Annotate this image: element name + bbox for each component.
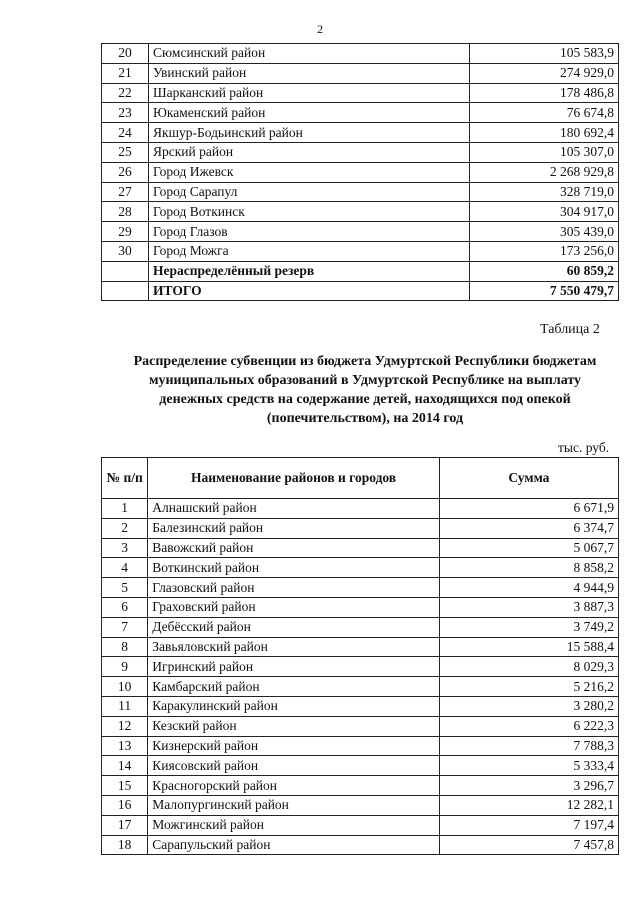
table-row bbox=[102, 716, 619, 736]
row-number: 7 bbox=[102, 617, 148, 637]
row-name: Глазовский район bbox=[148, 578, 440, 598]
row-sum: 3 280,2 bbox=[439, 696, 618, 716]
row-sum: 15 588,4 bbox=[439, 637, 618, 657]
row-sum: 5 216,2 bbox=[439, 677, 618, 697]
table-title bbox=[100, 352, 630, 428]
row-number: 18 bbox=[102, 835, 148, 855]
row-sum: 180 692,4 bbox=[470, 123, 619, 143]
table-row bbox=[102, 597, 619, 617]
row-number: 9 bbox=[102, 657, 148, 677]
row-number: 25 bbox=[102, 142, 149, 162]
row-name: Сарапульский район bbox=[148, 835, 440, 855]
table-row bbox=[102, 182, 619, 202]
row-number: 11 bbox=[102, 696, 148, 716]
table-row bbox=[102, 578, 619, 598]
row-name: Игринский район bbox=[148, 657, 440, 677]
row-sum: 3 296,7 bbox=[439, 776, 618, 796]
row-name: Якшур-Бодьинский район bbox=[149, 123, 470, 143]
row-number: 1 bbox=[102, 499, 148, 519]
row-number: 5 bbox=[102, 578, 148, 598]
row-sum: 328 719,0 bbox=[470, 182, 619, 202]
page-number: 2 bbox=[317, 22, 323, 36]
table-row bbox=[102, 44, 619, 64]
row-sum: 6 671,9 bbox=[439, 499, 618, 519]
row-number: 22 bbox=[102, 83, 149, 103]
title-line: Распределение субвенции из бюджета Удмуртской Республики бюджетам bbox=[133, 354, 597, 369]
header-sum: Сумма bbox=[439, 458, 618, 499]
row-name: Завьяловский район bbox=[148, 637, 440, 657]
subvention-table bbox=[101, 457, 619, 855]
row-name: Малопургинский район bbox=[148, 795, 440, 815]
row-name: Кезский район bbox=[148, 716, 440, 736]
row-number: 12 bbox=[102, 716, 148, 736]
row-number: 21 bbox=[102, 63, 149, 83]
table-label: Таблица 2 bbox=[540, 322, 600, 337]
table-row bbox=[102, 241, 619, 261]
row-number: 13 bbox=[102, 736, 148, 756]
row-sum: 4 944,9 bbox=[439, 578, 618, 598]
table-row bbox=[102, 538, 619, 558]
row-sum: 8 858,2 bbox=[439, 558, 618, 578]
row-number: 4 bbox=[102, 558, 148, 578]
row-sum: 7 197,4 bbox=[439, 815, 618, 835]
row-number: 30 bbox=[102, 241, 149, 261]
row-number: 10 bbox=[102, 677, 148, 697]
row-sum: 6 374,7 bbox=[439, 518, 618, 538]
row-sum: 3 749,2 bbox=[439, 617, 618, 637]
row-sum: 2 268 929,8 bbox=[470, 162, 619, 182]
table-row bbox=[102, 736, 619, 756]
row-name: Воткинский район bbox=[148, 558, 440, 578]
total-row bbox=[102, 281, 619, 301]
table-row bbox=[102, 103, 619, 123]
table-header-row bbox=[102, 458, 619, 499]
title-line: денежных средств на содержание детей, находящихся под опекой bbox=[159, 392, 571, 407]
row-number: 3 bbox=[102, 538, 148, 558]
header-name: Наименование районов и городов bbox=[148, 458, 440, 499]
districts-table-continued bbox=[101, 43, 619, 301]
title-line: муниципальных образований в Удмуртской Республике на выплату bbox=[148, 373, 582, 388]
row-name: Алнашский район bbox=[148, 499, 440, 519]
table-row bbox=[102, 142, 619, 162]
row-sum: 178 486,8 bbox=[470, 83, 619, 103]
row-number bbox=[102, 261, 149, 281]
row-name: Сюмсинский район bbox=[149, 44, 470, 64]
table-row bbox=[102, 776, 619, 796]
row-name: Можгинский район bbox=[148, 815, 440, 835]
row-sum: 7 550 479,7 bbox=[470, 281, 619, 301]
row-number: 2 bbox=[102, 518, 148, 538]
row-number: 17 bbox=[102, 815, 148, 835]
row-name: Ярский район bbox=[149, 142, 470, 162]
table-row bbox=[102, 815, 619, 835]
table-row bbox=[102, 63, 619, 83]
row-number: 16 bbox=[102, 795, 148, 815]
table-row bbox=[102, 499, 619, 519]
table-row bbox=[102, 617, 619, 637]
row-name: Граховский район bbox=[148, 597, 440, 617]
title-line: (попечительством), на 2014 год bbox=[266, 411, 464, 426]
units-label: тыс. руб. bbox=[558, 440, 610, 455]
table-row bbox=[102, 83, 619, 103]
row-name: Город Сарапул bbox=[149, 182, 470, 202]
row-number: 28 bbox=[102, 202, 149, 222]
row-number: 15 bbox=[102, 776, 148, 796]
row-name: Юкаменский район bbox=[149, 103, 470, 123]
row-name: Камбарский район bbox=[148, 677, 440, 697]
row-number: 29 bbox=[102, 222, 149, 242]
row-number: 23 bbox=[102, 103, 149, 123]
row-sum: 304 917,0 bbox=[470, 202, 619, 222]
row-name: Город Воткинск bbox=[149, 202, 470, 222]
table-row bbox=[102, 202, 619, 222]
row-number: 27 bbox=[102, 182, 149, 202]
table-row bbox=[102, 222, 619, 242]
row-name: Красногорский район bbox=[148, 776, 440, 796]
row-name: Город Можга bbox=[149, 241, 470, 261]
table-row bbox=[102, 637, 619, 657]
row-name: Город Глазов bbox=[149, 222, 470, 242]
row-number: 8 bbox=[102, 637, 148, 657]
row-name: Нераспределённый резерв bbox=[149, 261, 470, 281]
reserve-row bbox=[102, 261, 619, 281]
row-name: Кизнерский район bbox=[148, 736, 440, 756]
row-sum: 173 256,0 bbox=[470, 241, 619, 261]
row-sum: 60 859,2 bbox=[470, 261, 619, 281]
row-name: Увинский район bbox=[149, 63, 470, 83]
row-sum: 5 333,4 bbox=[439, 756, 618, 776]
row-sum: 105 307,0 bbox=[470, 142, 619, 162]
row-sum: 7 457,8 bbox=[439, 835, 618, 855]
row-name: Киясовский район bbox=[148, 756, 440, 776]
row-sum: 76 674,8 bbox=[470, 103, 619, 123]
row-number: 20 bbox=[102, 44, 149, 64]
table-row bbox=[102, 696, 619, 716]
row-name: Каракулинский район bbox=[148, 696, 440, 716]
row-sum: 305 439,0 bbox=[470, 222, 619, 242]
row-sum: 12 282,1 bbox=[439, 795, 618, 815]
table-row bbox=[102, 162, 619, 182]
table-row bbox=[102, 677, 619, 697]
row-name: Вавожский район bbox=[148, 538, 440, 558]
row-sum: 5 067,7 bbox=[439, 538, 618, 558]
row-number: 6 bbox=[102, 597, 148, 617]
row-name: Балезинский район bbox=[148, 518, 440, 538]
table-row bbox=[102, 835, 619, 855]
table-row bbox=[102, 657, 619, 677]
row-number bbox=[102, 281, 149, 301]
row-sum: 274 929,0 bbox=[470, 63, 619, 83]
row-sum: 105 583,9 bbox=[470, 44, 619, 64]
table-row bbox=[102, 558, 619, 578]
table-row bbox=[102, 518, 619, 538]
row-sum: 7 788,3 bbox=[439, 736, 618, 756]
table-row bbox=[102, 123, 619, 143]
row-number: 24 bbox=[102, 123, 149, 143]
row-number: 14 bbox=[102, 756, 148, 776]
row-name: Город Ижевск bbox=[149, 162, 470, 182]
row-sum: 3 887,3 bbox=[439, 597, 618, 617]
row-name: ИТОГО bbox=[149, 281, 470, 301]
row-number: 26 bbox=[102, 162, 149, 182]
header-number: № п/п bbox=[102, 458, 148, 499]
table-row bbox=[102, 795, 619, 815]
table-row bbox=[102, 756, 619, 776]
row-name: Шарканский район bbox=[149, 83, 470, 103]
row-sum: 6 222,3 bbox=[439, 716, 618, 736]
row-name: Дебёсский район bbox=[148, 617, 440, 637]
row-sum: 8 029,3 bbox=[439, 657, 618, 677]
